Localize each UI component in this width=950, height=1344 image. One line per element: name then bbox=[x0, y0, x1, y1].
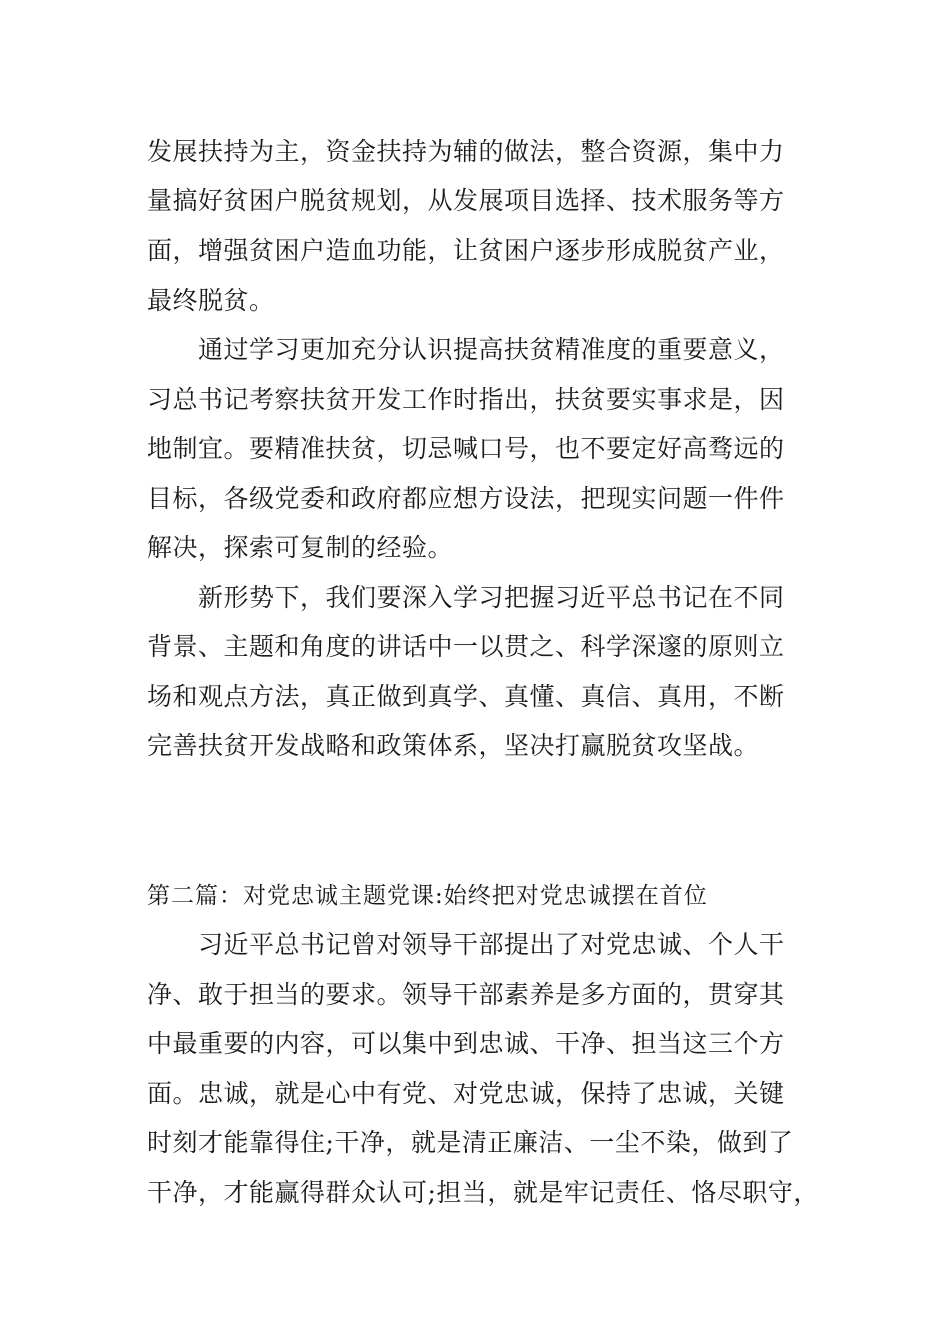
text-line: 面，增强贫困户造血功能，让贫困户逐步形成脱贫产业， bbox=[147, 236, 785, 265]
text-line: 背景、主题和角度的讲话中一以贯之、科学深邃的原则立 bbox=[147, 632, 785, 661]
text-line: 时刻才能靠得住;干净，就是清正廉洁、一尘不染，做到了 bbox=[147, 1128, 794, 1157]
text-line: 新形势下，我们要深入学习把握习近平总书记在不同 bbox=[147, 583, 785, 612]
text-line: 最终脱贫。 bbox=[147, 286, 275, 315]
text-line: 目标，各级党委和政府都应想方设法，把现实问题一件件 bbox=[147, 484, 785, 513]
text-line: 解决，探索可复制的经验。 bbox=[147, 533, 454, 562]
text-line: 通过学习更加充分认识提高扶贫精准度的重要意义， bbox=[147, 335, 785, 364]
text-line: 中最重要的内容，可以集中到忠诚、干净、担当这三个方 bbox=[147, 1029, 785, 1058]
text-line: 地制宜。要精准扶贫，切忌喊口号，也不要定好高骛远的 bbox=[147, 434, 785, 463]
text-line: 发展扶持为主，资金扶持为辅的做法，整合资源，集中力 bbox=[147, 137, 785, 166]
text-line: 完善扶贫开发战略和政策体系，坚决打赢脱贫攻坚战。 bbox=[147, 731, 760, 760]
text-line: 场和观点方法，真正做到真学、真懂、真信、真用，不断 bbox=[147, 682, 785, 711]
text-line: 习近平总书记曾对领导干部提出了对党忠诚、个人干 bbox=[147, 930, 785, 959]
text-line: 习总书记考察扶贫开发工作时指出，扶贫要实事求是，因 bbox=[147, 385, 785, 414]
section-heading: 第二篇：对党忠诚主题党课:始终把对党忠诚摆在首位 bbox=[147, 883, 708, 909]
text-line: 面。忠诚，就是心中有党、对党忠诚，保持了忠诚，关键 bbox=[147, 1079, 785, 1108]
text-line: 干净，才能赢得群众认可;担当，就是牢记责任、恪尽职守， bbox=[147, 1178, 819, 1207]
text-line: 量搞好贫困户脱贫规划，从发展项目选择、技术服务等方 bbox=[147, 186, 785, 215]
text-line: 净、敢于担当的要求。领导干部素养是多方面的，贯穿其 bbox=[147, 980, 785, 1009]
